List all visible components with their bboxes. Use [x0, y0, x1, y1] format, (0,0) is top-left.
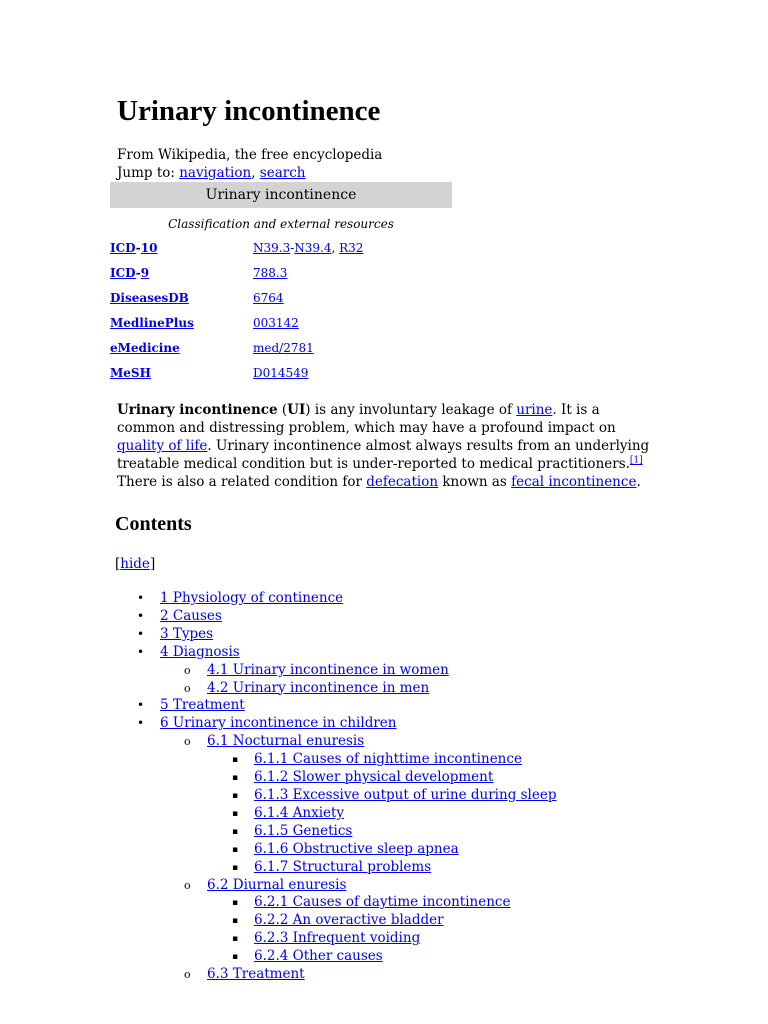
bullet-disc-icon: •: [137, 626, 145, 641]
icd10-code-link-1[interactable]: N39.3: [253, 241, 291, 255]
icd-link[interactable]: ICD: [110, 241, 136, 255]
toc-link[interactable]: 4.1 Urinary incontinence in women: [207, 661, 449, 678]
infobox-row-medlineplus: [110, 316, 452, 341]
quality-of-life-link[interactable]: quality of life: [117, 438, 208, 454]
reference-link-1[interactable]: [1]: [629, 455, 643, 466]
infobox-row-emedicine: [110, 341, 452, 366]
toc-subitem: [117, 877, 677, 895]
toc-subsubitem: [117, 859, 677, 877]
toc-hide-link[interactable]: hide: [120, 556, 150, 572]
intro-text: There is also a related condition for: [117, 474, 367, 490]
icd10-link[interactable]: 10: [140, 241, 158, 255]
toc-link[interactable]: 4 Diagnosis: [160, 643, 240, 660]
toc-link[interactable]: 6.2 Diurnal enuresis: [207, 876, 347, 893]
bullet-circle-icon: o: [184, 878, 191, 892]
medlineplus-link[interactable]: MedlinePlus: [110, 316, 194, 330]
icd-key-separator: -: [135, 266, 141, 280]
toc-link[interactable]: 6.1.4 Anxiety: [254, 804, 345, 821]
infobox-row-mesh: [110, 366, 452, 391]
toc-item: [117, 608, 677, 626]
bullet-square-icon: ▪: [232, 790, 239, 801]
toc-link[interactable]: 1 Physiology of continence: [160, 590, 344, 606]
page-title: Urinary incontinence: [117, 95, 381, 127]
intro-text: . Urinary incontinence almost always results from an underlying treatable medical condition but is under-reported to medical practitioners.: [117, 438, 650, 472]
icd9-code-link[interactable]: 788.3: [253, 266, 288, 280]
icd-key-separator: -: [135, 241, 141, 255]
emedicine-link[interactable]: eMedicine: [110, 341, 180, 355]
toc-link[interactable]: 4.2 Urinary incontinence in men: [207, 679, 430, 696]
bullet-square-icon: ▪: [232, 862, 239, 873]
bullet-square-icon: ▪: [232, 755, 239, 766]
toc-toggle-bracket-close: ]: [149, 556, 156, 572]
toc-subitem: [117, 733, 677, 751]
toc-subitem: [117, 966, 677, 984]
intro-text: .: [636, 474, 641, 490]
toc-link[interactable]: 6.1.7 Structural problems: [254, 858, 432, 875]
toc-subsubitem: [117, 823, 677, 841]
infobox-key-icd9: [110, 266, 149, 280]
toc-link[interactable]: 6.1.2 Slower physical development: [254, 769, 494, 786]
infobox-row-icd9: [110, 266, 452, 291]
toc-item: [117, 697, 677, 715]
bullet-circle-icon: o: [184, 968, 191, 982]
toc-link[interactable]: 3 Types: [160, 625, 214, 642]
bullet-square-icon: ▪: [232, 826, 239, 837]
toc-link[interactable]: 6.2.1 Causes of daytime incontinence: [254, 894, 511, 911]
emedicine-value-link[interactable]: med/2781: [253, 341, 314, 355]
bullet-circle-icon: o: [184, 735, 191, 749]
toc-toggle: [115, 555, 155, 573]
contents-heading: Contents: [115, 513, 192, 535]
intro-text: (: [277, 402, 288, 418]
defecation-link[interactable]: defecation: [366, 474, 439, 490]
toc-item: [117, 626, 677, 644]
toc-item: [117, 715, 677, 733]
icd10-code-link-2[interactable]: N39.4: [294, 241, 332, 255]
toc-link[interactable]: 2 Causes: [160, 607, 222, 624]
bullet-square-icon: ▪: [232, 934, 239, 945]
bullet-circle-icon: o: [184, 681, 191, 695]
toc-link[interactable]: 6.2.4 Other causes: [254, 948, 383, 965]
toc-link[interactable]: 5 Treatment: [160, 697, 245, 714]
toc-link[interactable]: 6.3 Treatment: [207, 966, 305, 983]
infobox-value-icd10: [253, 241, 363, 255]
intro-abbreviation: UI: [287, 402, 306, 418]
jump-to-links: [117, 164, 305, 182]
bullet-square-icon: ▪: [232, 916, 239, 927]
bullet-disc-icon: •: [137, 591, 145, 605]
toc-item: [117, 644, 677, 662]
bullet-square-icon: ▪: [232, 952, 239, 963]
bullet-disc-icon: •: [137, 716, 145, 731]
infobox: [110, 182, 452, 391]
toc-subitem: [117, 662, 677, 680]
infobox-caption: Classification and external resources: [168, 217, 394, 231]
intro-text: ) is any involuntary leakage of: [305, 402, 517, 418]
urine-link[interactable]: urine: [516, 402, 553, 418]
bullet-square-icon: ▪: [232, 773, 239, 784]
icd10-code-link-3[interactable]: R32: [339, 241, 364, 255]
icd10-code-separator-1: -: [290, 241, 295, 255]
intro-text: . It is a common and distressing problem, which may have a profound impact on: [117, 402, 616, 436]
infobox-title: Urinary incontinence: [110, 182, 452, 208]
table-of-contents: [117, 590, 677, 984]
fecal-incontinence-link[interactable]: fecal incontinence: [511, 474, 637, 490]
toc-link[interactable]: 6 Urinary incontinence in children: [160, 715, 397, 732]
medlineplus-value-link[interactable]: 003142: [253, 316, 299, 330]
bullet-disc-icon: •: [137, 644, 145, 659]
mesh-link[interactable]: MeSH: [110, 366, 151, 380]
diseasesdb-value-link[interactable]: 6764: [253, 291, 284, 305]
toc-item: [117, 590, 677, 608]
jump-to-navigation-link[interactable]: navigation: [179, 165, 252, 181]
mesh-value-link[interactable]: D014549: [253, 366, 309, 380]
jump-to-separator: ,: [251, 165, 260, 181]
toc-subsubitem: [117, 787, 677, 805]
toc-link[interactable]: 6.1.6 Obstructive sleep apnea: [254, 840, 459, 857]
infobox-value-icd9: [253, 266, 287, 280]
icd-link[interactable]: ICD: [110, 266, 136, 280]
toc-subsubitem: [117, 912, 677, 930]
toc-link[interactable]: 6.1.1 Causes of nighttime incontinence: [254, 751, 522, 768]
toc-subsubitem: [117, 841, 677, 859]
intro-paragraph: [117, 401, 657, 491]
toc-link[interactable]: 6.1.5 Genetics: [254, 822, 353, 839]
toc-subsubitem: [117, 805, 677, 823]
toc-link[interactable]: 6.1.3 Excessive output of urine during sleep: [254, 786, 557, 803]
bullet-square-icon: ▪: [232, 808, 239, 819]
jump-to-label: Jump to:: [117, 165, 180, 181]
jump-to-search-link[interactable]: search: [259, 165, 306, 181]
toc-link[interactable]: 6.1 Nocturnal enuresis: [207, 733, 365, 750]
diseasesdb-link[interactable]: DiseasesDB: [110, 291, 189, 305]
toc-link[interactable]: 6.2.3 Infrequent voiding: [254, 930, 421, 947]
site-subtitle: From Wikipedia, the free encyclopedia: [117, 147, 383, 163]
intro-term: Urinary incontinence: [117, 402, 278, 418]
toc-subsubitem: [117, 894, 677, 912]
bullet-disc-icon: •: [137, 608, 145, 623]
intro-text: known as: [438, 474, 512, 490]
toc-subsubitem: [117, 948, 677, 966]
toc-subsubitem: [117, 769, 677, 787]
infobox-key-icd10: [110, 241, 157, 255]
infobox-row-icd10: [110, 241, 452, 266]
bullet-circle-icon: o: [184, 663, 191, 677]
icd10-code-separator-2: ,: [331, 241, 340, 255]
icd9-link[interactable]: 9: [140, 266, 150, 280]
toc-subsubitem: [117, 930, 677, 948]
infobox-row-diseasesdb: [110, 291, 452, 316]
toc-link[interactable]: 6.2.2 An overactive bladder: [254, 912, 444, 929]
toc-toggle-bracket-open: [: [115, 556, 121, 572]
toc-subitem: [117, 680, 677, 698]
bullet-square-icon: ▪: [232, 844, 239, 855]
bullet-square-icon: ▪: [232, 898, 239, 909]
bullet-disc-icon: •: [137, 698, 145, 713]
toc-subsubitem: [117, 751, 677, 769]
